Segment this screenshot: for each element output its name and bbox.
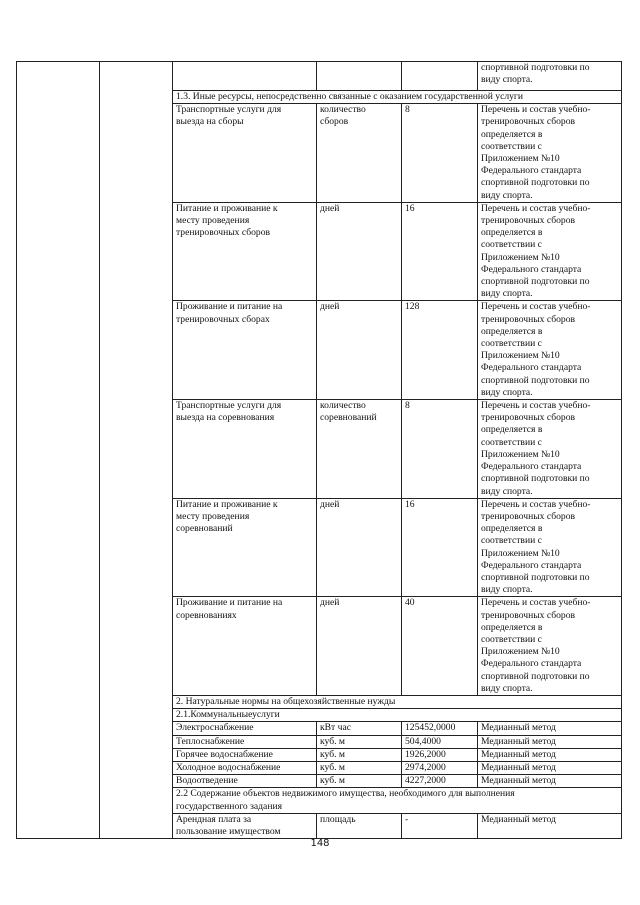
utility-qty: 2974,2000 bbox=[402, 761, 478, 774]
utility-method: Медианный метод bbox=[478, 761, 622, 774]
utility-unit: куб. м bbox=[317, 748, 402, 761]
section-heading: 2.2 Содержание объектов недвижимого имущества, необходимого для выполнения государственного задания bbox=[173, 788, 622, 813]
page-number: 148 bbox=[310, 838, 330, 849]
resource-name: Транспортные услуги для выезда на соревнования bbox=[173, 400, 317, 499]
resource-qty: 16 bbox=[402, 498, 478, 597]
resource-qty: 128 bbox=[402, 301, 478, 400]
section-heading: 2.1.Коммунальныеуслуги bbox=[173, 709, 622, 722]
utility-unit: кВт час bbox=[317, 722, 402, 735]
resource-qty: 40 bbox=[402, 597, 478, 696]
utility-name: Теплоснабжение bbox=[173, 735, 317, 748]
utility-name: Электроснабжение bbox=[173, 722, 317, 735]
left-column-b bbox=[100, 62, 173, 839]
table-cell bbox=[402, 62, 478, 91]
utility-qty: 504,4000 bbox=[402, 735, 478, 748]
utility-method: Медианный метод bbox=[478, 748, 622, 761]
utility-method: Медианный метод bbox=[478, 722, 622, 735]
resource-name: Транспортные услуги для выезда на сборы bbox=[173, 104, 317, 203]
resource-qty: 8 bbox=[402, 400, 478, 499]
resource-note: Перечень и состав учебно- тренировочных сборов определяется в соответствии с Приложением №10 Федерального стандарта спортивной подготовки по виду спорта. bbox=[478, 597, 622, 696]
utility-unit: куб. м bbox=[317, 775, 402, 788]
utility-qty: 4227,2000 bbox=[402, 775, 478, 788]
table-row bbox=[17, 62, 622, 91]
resource-name: Питание и проживание к месту проведения соревнований bbox=[173, 498, 317, 597]
rent-name: Арендная плата за пользование имуществом bbox=[173, 813, 317, 838]
section-heading: 1.3. Иные ресурсы, непосредственно связанные с оказанием государственной услуги bbox=[173, 91, 622, 104]
section-heading: 2. Натуральные нормы на общехозяйственные нужды bbox=[173, 695, 622, 708]
utility-qty: 1926,2000 bbox=[402, 748, 478, 761]
resource-unit: дней bbox=[317, 301, 402, 400]
resource-unit: количество сборов bbox=[317, 104, 402, 203]
resource-name: Питание и проживание к месту проведения тренировочных сборов bbox=[173, 202, 317, 301]
utility-name: Холодное водоснабжение bbox=[173, 761, 317, 774]
resource-unit: дней bbox=[317, 498, 402, 597]
resource-qty: 8 bbox=[402, 104, 478, 203]
resource-note: Перечень и состав учебно- тренировочных сборов определяется в соответствии с Приложением №10 Федерального стандарта спортивной подготовки по виду спорта. bbox=[478, 301, 622, 400]
utility-qty: 125452,0000 bbox=[402, 722, 478, 735]
table-cell bbox=[173, 62, 317, 91]
table-cell bbox=[317, 62, 402, 91]
resource-note: Перечень и состав учебно- тренировочных сборов определяется в соответствии с Приложением №10 Федерального стандарта спортивной подготовки по виду спорта. bbox=[478, 202, 622, 301]
utility-unit: куб. м bbox=[317, 761, 402, 774]
resource-note: Перечень и состав учебно- тренировочных сборов определяется в соответствии с Приложением №10 Федерального стандарта спортивной подготовки по виду спорта. bbox=[478, 498, 622, 597]
resource-name: Проживание и питание на соревнованиях bbox=[173, 597, 317, 696]
left-column-a bbox=[17, 62, 100, 839]
utility-name: Горячее водоснабжение bbox=[173, 748, 317, 761]
rent-qty: - bbox=[402, 813, 478, 838]
resource-unit: дней bbox=[317, 597, 402, 696]
resources-table bbox=[16, 61, 622, 839]
resource-name: Проживание и питание на тренировочных сборах bbox=[173, 301, 317, 400]
resource-unit: дней bbox=[317, 202, 402, 301]
utility-method: Медианный метод bbox=[478, 735, 622, 748]
rent-method: Медианный метод bbox=[478, 813, 622, 838]
resource-note: Перечень и состав учебно- тренировочных сборов определяется в соответствии с Приложением №10 Федерального стандарта спортивной подготовки по виду спорта. bbox=[478, 104, 622, 203]
resource-note: Перечень и состав учебно- тренировочных сборов определяется в соответствии с Приложением №10 Федерального стандарта спортивной подготовки по виду спорта. bbox=[478, 400, 622, 499]
rent-unit: площадь bbox=[317, 813, 402, 838]
utility-name: Водоотведение bbox=[173, 775, 317, 788]
resource-unit: количество соревнований bbox=[317, 400, 402, 499]
utility-unit: куб. м bbox=[317, 735, 402, 748]
table-cell: спортивной подготовки по виду спорта. bbox=[478, 62, 622, 91]
utility-method: Медианный метод bbox=[478, 775, 622, 788]
resource-qty: 16 bbox=[402, 202, 478, 301]
